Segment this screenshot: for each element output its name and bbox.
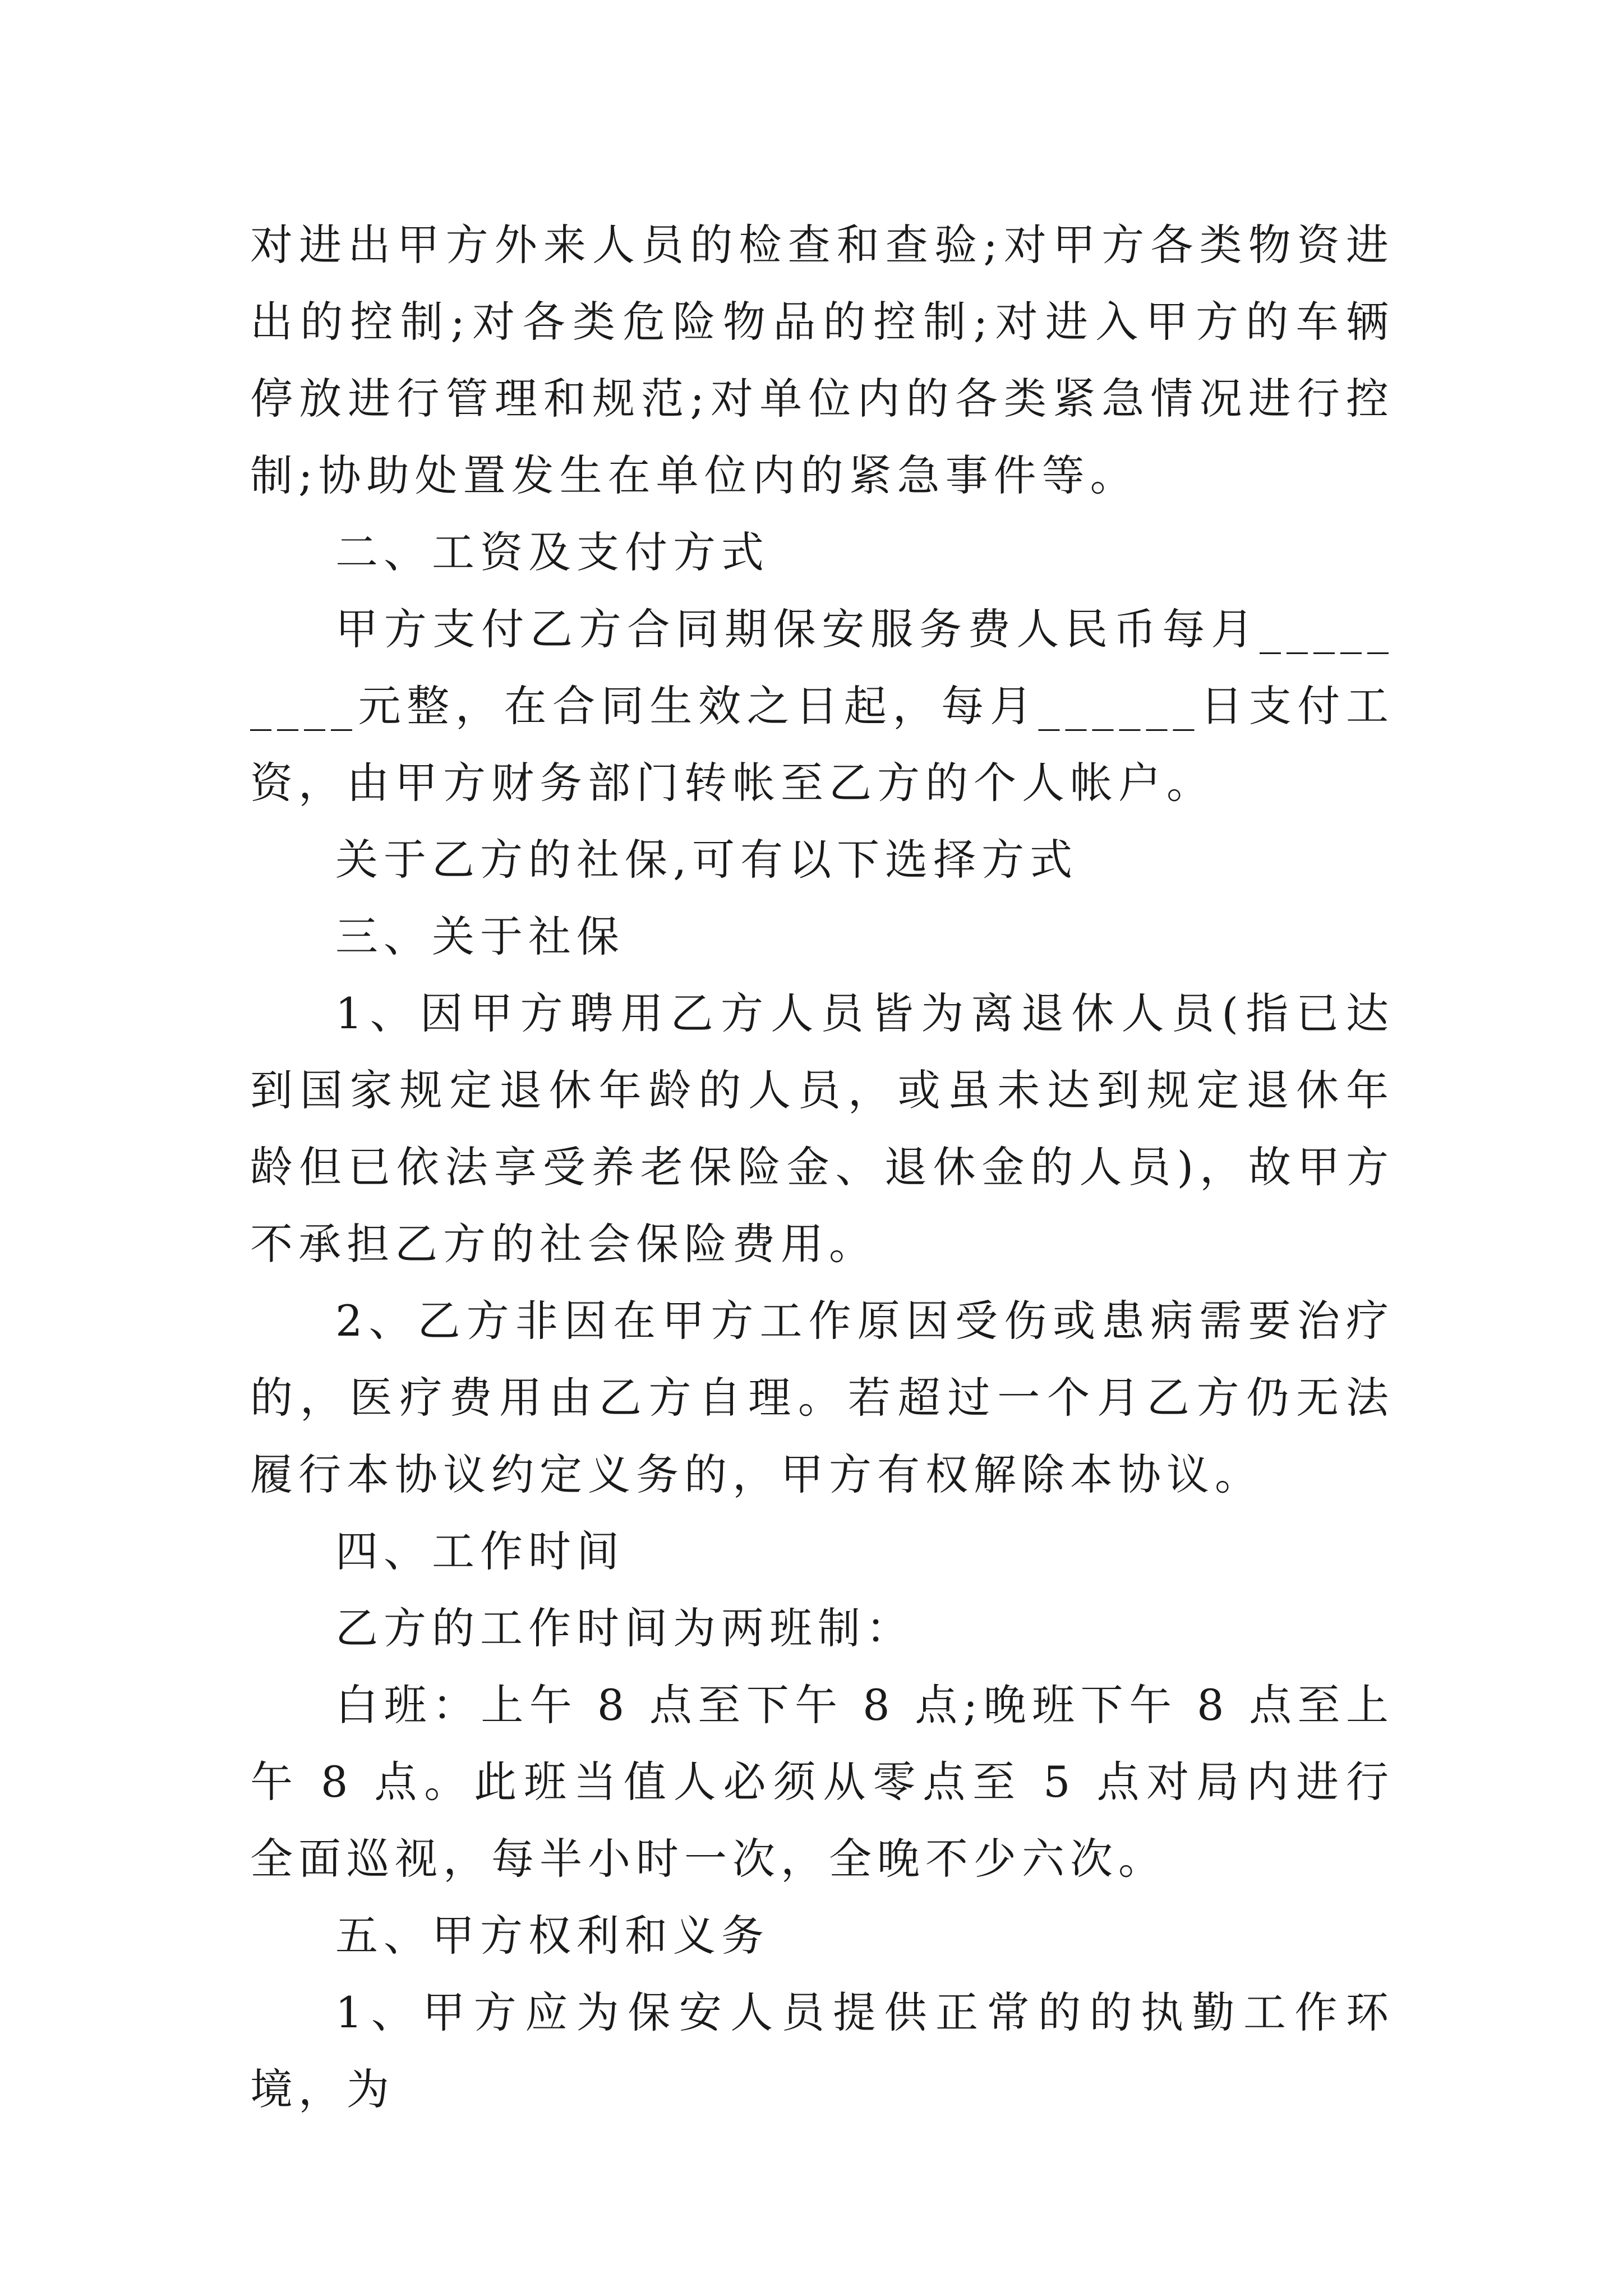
heading-working-hours: 四、工作时间 xyxy=(335,1526,625,1576)
paragraph-duties-continued: 对进出甲方外来人员的检查和查验;对甲方各类物资进出的控制;对各类危险物品的控制;对进入甲方的车辆停放进行管理和规范;对单位内的各类紧急情况进行控制;协助处置发生在单位内的紧急事件等。 xyxy=(250,220,1394,500)
paragraph-social-insurance-options: 关于乙方的社保,可有以下选择方式 xyxy=(335,835,1078,885)
paragraph-shift-details: 白班：上午 8 点至下午 8 点;晚班下午 8 点至上午 8 点。此班当值人必须从零点至 5 点对局内进行全面巡视，每半小时一次，全晚不少六次。 xyxy=(250,1680,1394,1884)
document-body xyxy=(250,206,1394,2128)
paragraph-party-a-item-1: 1、甲方应为保安人员提供正常的的执勤工作环境，为 xyxy=(250,1987,1394,2114)
paragraph-social-insurance-item-2: 2、乙方非因在甲方工作原因受伤或患病需要治疗的，医疗费用由乙方自理。若超过一个月乙方仍无法履行本协议约定义务的，甲方有权解除本协议。 xyxy=(250,1296,1394,1499)
heading-salary-payment: 二、工资及支付方式 xyxy=(335,527,769,577)
paragraph-social-insurance-item-1: 1、因甲方聘用乙方人员皆为离退休人员(指已达到国家规定退休年龄的人员，或虽未达到规定退休年龄但已依法享受养老保险金、退休金的人员)，故甲方不承担乙方的社会保险费用。 xyxy=(250,988,1394,1269)
heading-party-a-rights: 五、甲方权利和义务 xyxy=(335,1911,769,1961)
paragraph-salary-terms: 甲方支付乙方合同期保安服务费人民币每月_________元整，在合同生效之日起，每月______日支付工资，由甲方财务部门转帐至乙方的个人帐户。 xyxy=(250,604,1394,808)
heading-social-insurance: 三、关于社保 xyxy=(335,912,625,961)
paragraph-shift-system: 乙方的工作时间为两班制： xyxy=(335,1603,914,1653)
